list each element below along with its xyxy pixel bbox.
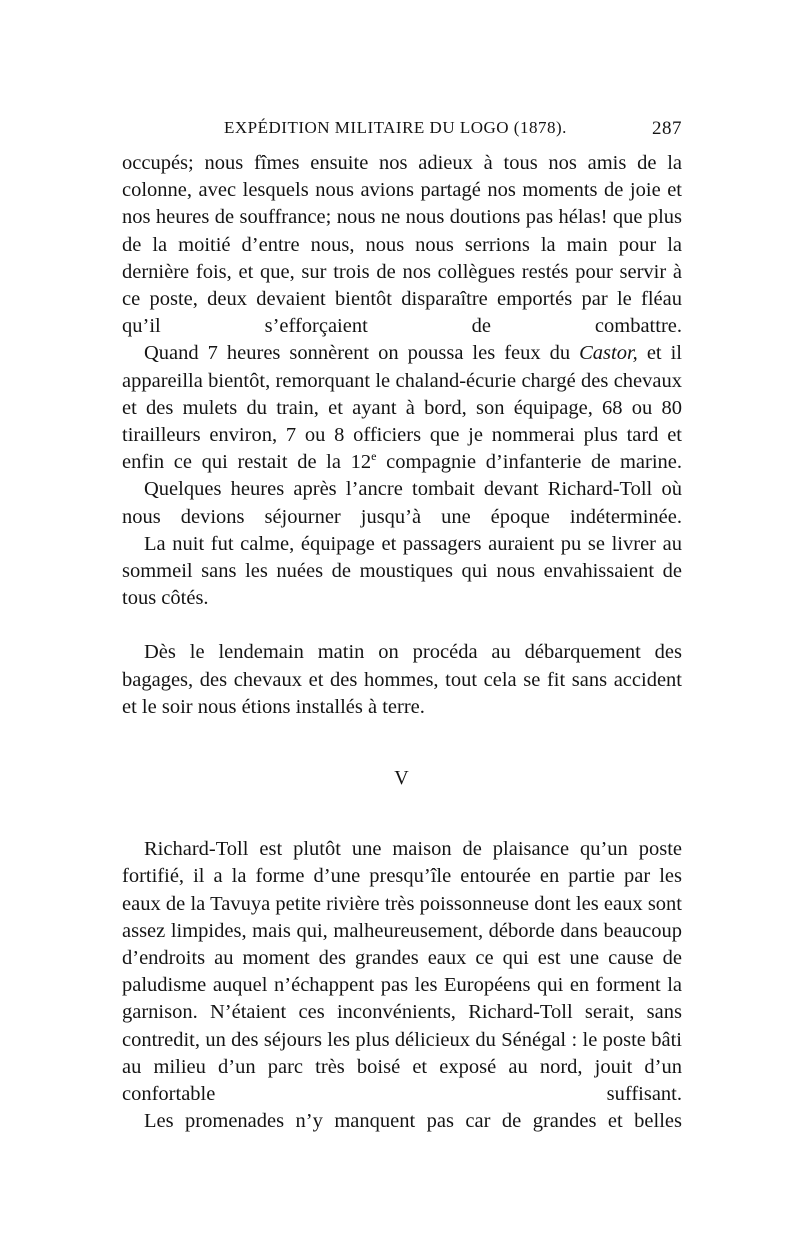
paragraph-promenades: Les promenades n’y manquent pas car de grandes et belles [144, 1110, 682, 1133]
paragraph-arrival: Quelques heures après l’ancre tombait devant Richard-Toll où nous devions séjourner jusqu’à une époque indéterminée. [122, 478, 682, 528]
paragraph-richard-toll: Richard-Toll est plutôt une maison de plaisance qu’un poste fortifié, il a la forme d’une presqu’île entourée en partie par les eaux de la Tavuya petite rivière très poissonneuse dont les eaux sont assez limpides, mais qui, malheureusement, déborde dans beaucoup d’endroits au moment des grandes eaux ce qui est une cause de paludisme auquel n’échappent pas les Européens qui en forment la garnison. N’étaient ces inconvénients, Richard-Toll serait, sans contredit, un des séjours les plus délicieux du Sénégal : le poste bâti au milieu d’un parc très boisé et exposé au nord, jouit d’un confortable suffisant. [122, 838, 682, 1106]
paragraph-departure-text-start: Quand 7 heures sonnèrent on poussa les feux du [144, 342, 580, 365]
paragraph-departure-text-middle: et il appareilla bientôt, remorquant le chaland-écurie chargé des chevaux et des mulets du train, et ayant à bord, son équipage, 68 ou 80 tirailleurs environ, 7 ou 8 officiers que je nommerai plus tard et enfin ce qui restait de la 12 [122, 342, 683, 474]
page-number: 287 [652, 118, 682, 139]
paragraph-continued: occupés; nous fîmes ensuite nos adieux à tous nos amis de la colonne, avec lesquels nous avions partagé nos moments de joie et nos heures de souffrance; nous ne nous doutions pas hélas! que plus de la moitié d’entre nous, nous nous serrions la main pour la dernière fois, et que, sur trois de nos collègues restés pour servir à ce poste, deux devaient bientôt disparaître emportés par le fléau qu’il s’efforçaient de combattre. [122, 152, 682, 338]
running-head [122, 118, 682, 144]
paragraph-departure-text-end: compagnie d’infanterie de marine. [376, 451, 682, 474]
paragraph-night: La nuit fut calme, équipage et passagers auraient pu se livrer au sommeil sans les nuées de moustiques qui nous envahissaient de tous côtés. [122, 532, 682, 610]
ordinal-superscript: e [371, 449, 377, 464]
running-title: EXPÉDITION MILITAIRE DU LOGO (1878). [224, 118, 567, 137]
ship-name: Castor, [579, 342, 638, 365]
paragraph-departure [122, 340, 682, 476]
paragraph-disembark: Dès le lendemain matin on procéda au débarquement des bagages, des chevaux et des hommes, tout cela se fit sans accident et le soir nous étions installés à terre. [122, 641, 682, 718]
section-heading: V [394, 767, 410, 790]
page-text [122, 150, 682, 1136]
